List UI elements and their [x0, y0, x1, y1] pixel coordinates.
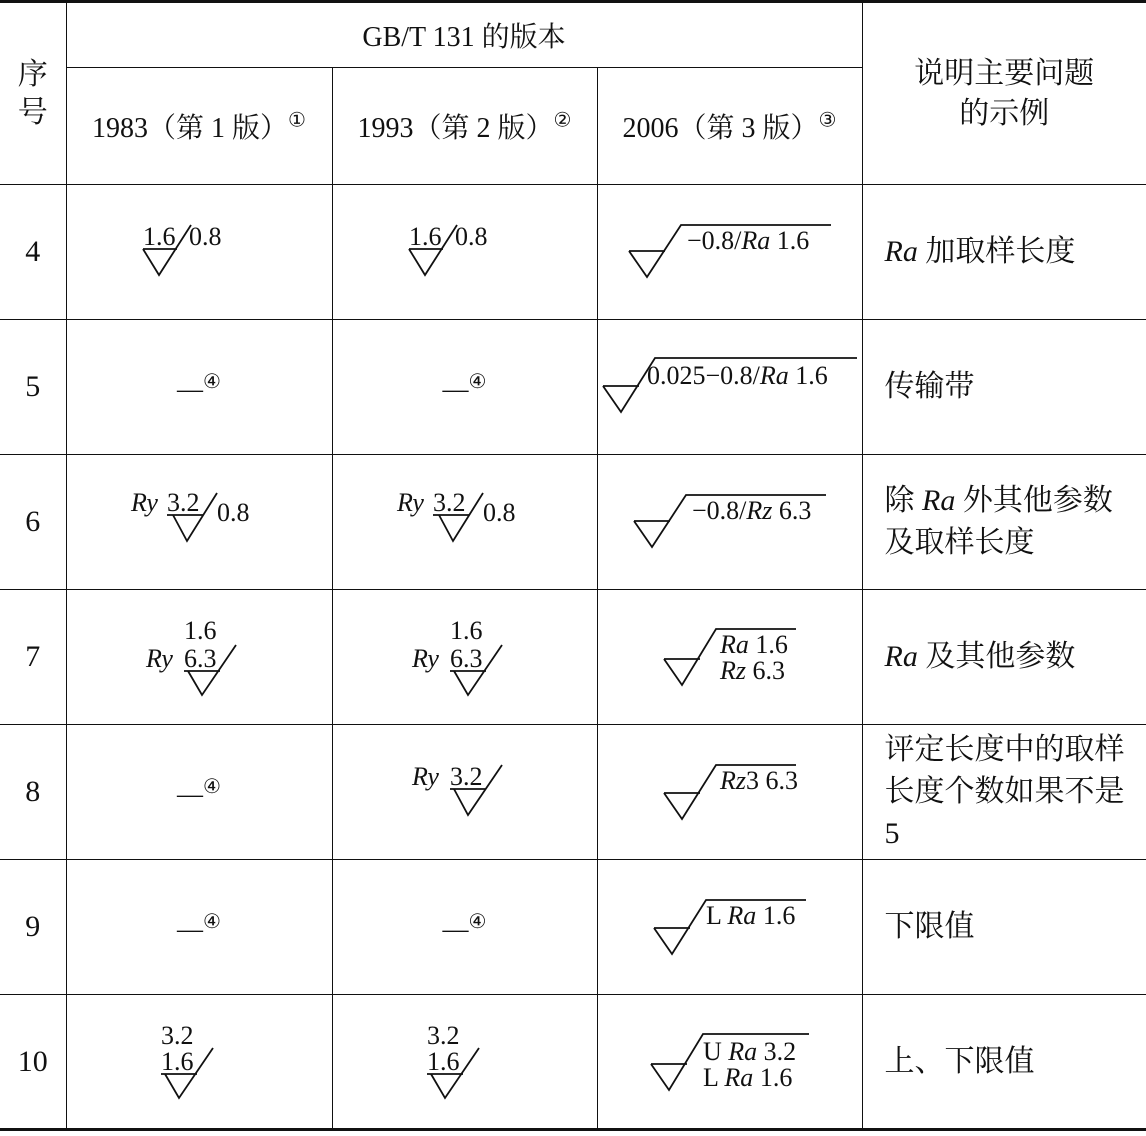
- symbol-2006: [597, 320, 862, 455]
- table-row: [0, 995, 1146, 1130]
- svg-text:Ry: Ry: [146, 644, 173, 673]
- roughness-symbol-icon: [647, 1024, 813, 1100]
- table-row: [0, 860, 1146, 995]
- symbol-2006: [597, 185, 862, 320]
- row-seq: 6: [0, 455, 66, 590]
- roughness-symbol-icon: [405, 217, 525, 287]
- svg-text:Ry: Ry: [411, 762, 439, 791]
- table-row: [0, 320, 1146, 455]
- edition-1993-header: 1993（第 2 版）②: [332, 68, 597, 185]
- edition-1983-header: 1983（第 1 版）①: [66, 68, 332, 185]
- svg-text:L Ra 1.6: L Ra 1.6: [702, 1062, 792, 1092]
- symbol-1993: [332, 725, 597, 860]
- symbol-2006: [597, 995, 862, 1130]
- svg-text:0.8: 0.8: [454, 222, 487, 251]
- svg-text:Rz3 6.3: Rz3 6.3: [719, 766, 798, 795]
- roughness-symbol-icon: [660, 757, 800, 827]
- roughness-symbol-icon: [144, 617, 254, 697]
- roughness-symbol-icon: [139, 217, 259, 287]
- symbol-1983: —④: [66, 860, 332, 995]
- versions-title: GB/T 131 的版本: [66, 2, 862, 68]
- table-row: [0, 185, 1146, 320]
- row-explain: 上、下限值: [862, 995, 1146, 1130]
- row-seq: 5: [0, 320, 66, 455]
- svg-text:L Ra 1.6: L Ra 1.6: [705, 901, 795, 930]
- roughness-symbol-icon: [410, 617, 520, 697]
- svg-text:Ry: Ry: [396, 488, 424, 517]
- row-explain: 下限值: [862, 860, 1146, 995]
- svg-text:3.2: 3.2: [449, 762, 482, 791]
- svg-text:0.025−0.8/Ra 1.6: 0.025−0.8/Ra 1.6: [646, 361, 828, 390]
- symbol-2006: [597, 590, 862, 725]
- svg-text:0.8: 0.8: [482, 498, 515, 527]
- table-row: [0, 590, 1146, 725]
- svg-text:1.6: 1.6: [408, 222, 441, 251]
- explain-header: 说明主要问题的示例: [862, 2, 1146, 185]
- svg-text:1.6: 1.6: [449, 616, 482, 645]
- symbol-1983: [66, 185, 332, 320]
- svg-text:1.6: 1.6: [161, 1046, 194, 1076]
- symbol-2006: [597, 860, 862, 995]
- svg-text:−0.8/Ra 1.6: −0.8/Ra 1.6: [686, 226, 809, 255]
- svg-text:6.3: 6.3: [184, 644, 217, 673]
- symbol-2006: [597, 455, 862, 590]
- symbol-1993: [332, 995, 597, 1130]
- symbol-1983: —④: [66, 725, 332, 860]
- symbol-1993: [332, 455, 597, 590]
- svg-text:U Ra 3.2: U Ra 3.2: [702, 1036, 796, 1066]
- svg-text:Ra 1.6: Ra 1.6: [719, 630, 788, 659]
- svg-text:1.6: 1.6: [184, 616, 217, 645]
- roughness-symbol-icon: [395, 487, 535, 557]
- row-seq: 9: [0, 860, 66, 995]
- symbol-1993: —④: [332, 320, 597, 455]
- roughness-symbol-icon: [129, 487, 269, 557]
- roughness-symbol-icon: [425, 1022, 505, 1102]
- seq-header: 序号: [0, 2, 66, 185]
- table-row: [0, 455, 1146, 590]
- svg-text:0.8: 0.8: [217, 498, 250, 527]
- svg-text:Ry: Ry: [131, 488, 158, 517]
- svg-text:Rz 6.3: Rz 6.3: [719, 656, 785, 685]
- symbol-1983: [66, 455, 332, 590]
- symbol-1983: —④: [66, 320, 332, 455]
- roughness-symbol-icon: [660, 619, 800, 695]
- symbol-2006: [597, 725, 862, 860]
- symbol-1993: —④: [332, 860, 597, 995]
- svg-text:0.8: 0.8: [189, 222, 222, 251]
- svg-text:Ry: Ry: [411, 644, 439, 673]
- roughness-symbol-icon: [601, 352, 859, 422]
- row-seq: 4: [0, 185, 66, 320]
- roughness-symbol-icon: [630, 487, 830, 557]
- svg-text:3.2: 3.2: [161, 1020, 194, 1050]
- roughness-symbol-icon: [159, 1022, 239, 1102]
- row-explain: 评定长度中的取样长度个数如果不是 5: [862, 725, 1146, 860]
- edition-2006-header: 2006（第 3 版）③: [597, 68, 862, 185]
- row-explain: 传输带: [862, 320, 1146, 455]
- row-seq: 10: [0, 995, 66, 1130]
- row-seq: 8: [0, 725, 66, 860]
- row-explain: 除 Ra 外其他参数及取样长度: [862, 455, 1146, 590]
- roughness-symbol-icon: [625, 217, 835, 287]
- svg-text:1.6: 1.6: [143, 222, 176, 251]
- roughness-symbol-icon: [410, 757, 520, 827]
- row-explain: Ra 加取样长度: [862, 185, 1146, 320]
- svg-text:−0.8/Rz 6.3: −0.8/Rz 6.3: [691, 496, 811, 525]
- svg-text:3.2: 3.2: [167, 488, 200, 517]
- row-explain: Ra 及其他参数: [862, 590, 1146, 725]
- svg-text:3.2: 3.2: [426, 1020, 459, 1050]
- svg-text:1.6: 1.6: [426, 1046, 459, 1076]
- symbol-1983: [66, 590, 332, 725]
- symbol-1993: [332, 590, 597, 725]
- symbol-1993: [332, 185, 597, 320]
- svg-text:3.2: 3.2: [432, 488, 465, 517]
- symbol-1983: [66, 995, 332, 1130]
- table-row: [0, 725, 1146, 860]
- row-seq: 7: [0, 590, 66, 725]
- roughness-symbol-icon: [650, 892, 810, 962]
- svg-text:6.3: 6.3: [449, 644, 482, 673]
